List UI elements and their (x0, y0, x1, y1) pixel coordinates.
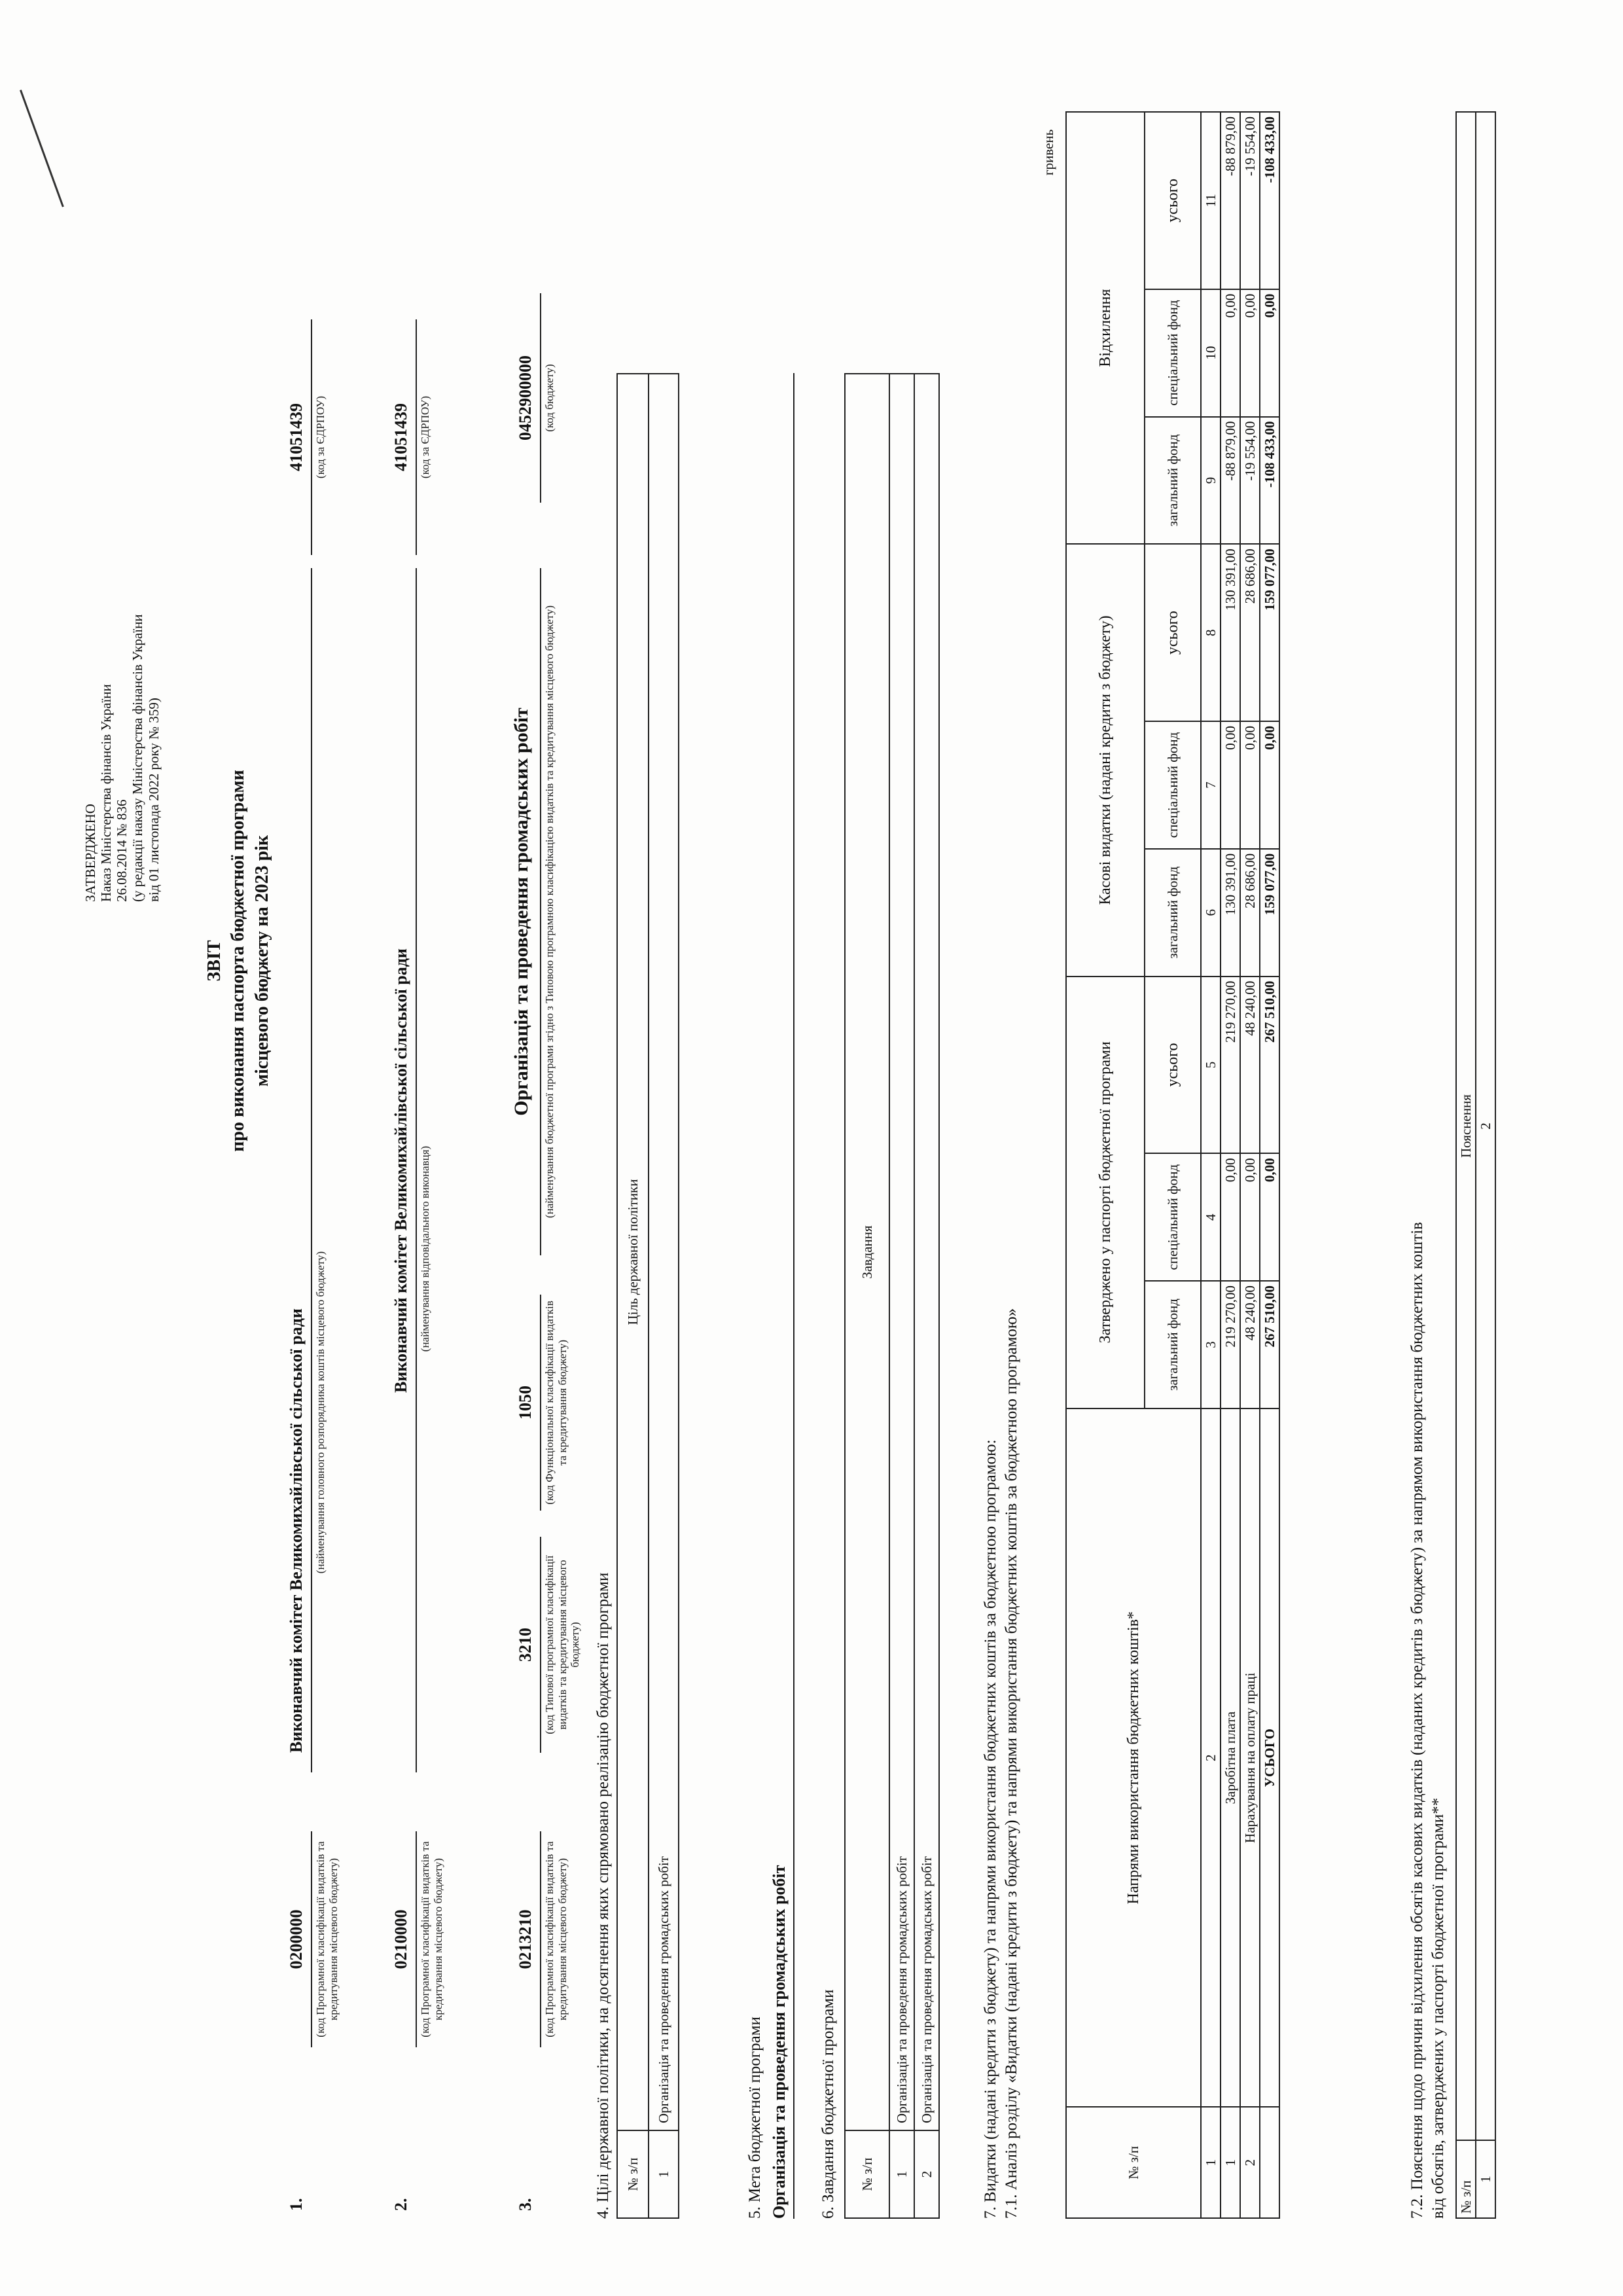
table-row (889, 374, 914, 2218)
colnum: 4 (1201, 1153, 1221, 1281)
cell-value: 130 391,00 (1221, 544, 1240, 721)
row1-name-caption: (найменування головного розпорядника коштів місцевого бюджету) (314, 1251, 327, 1574)
exp-header-deviation: Відхилення (1066, 112, 1145, 544)
cell-value: -19 554,00 (1240, 417, 1260, 545)
approval-line-3: 26.08.2014 № 836 (114, 799, 130, 902)
total-value: -108 433,00 (1260, 112, 1279, 289)
report-title (203, 607, 274, 1314)
total-value: 159 077,00 (1260, 544, 1279, 721)
row3-fkv: 1050 (516, 1386, 535, 1420)
goal-num: 1 (649, 2130, 679, 2218)
total-value: -108 433,00 (1260, 417, 1279, 545)
tasks-header-task: Завдання (845, 374, 889, 2130)
row2-edrpou-caption: (код за ЄДРПОУ) (419, 395, 431, 479)
colnum: 1 (1476, 2140, 1495, 2218)
colnum: 1 (1201, 2108, 1221, 2219)
cell-value: 0,00 (1221, 1153, 1240, 1281)
section71-heading: 7.1. Аналіз розділу «Видатки (надані кредити з бюджету) та напрями використання бюджетних коштів за бюджетною програмою» (1003, 1308, 1020, 2219)
cell-value: 219 270,00 (1221, 1281, 1240, 1408)
row3-code: 0213210 (516, 1909, 535, 1969)
task-num: 2 (914, 2130, 939, 2218)
approval-line-2: Наказ Міністерства фінансів України (98, 684, 115, 902)
exp-header-spec-approved: спеціальний фонд (1145, 1153, 1201, 1281)
column-number-row (1476, 112, 1495, 2218)
row2-code-caption: (код Програмної класифікації видатків та кредитування місцевого бюджету) (419, 1841, 444, 2037)
table-row (1240, 112, 1260, 2218)
section6-heading: 6. Завдання бюджетної програми (819, 1989, 837, 2219)
row3-tpkv: 3210 (516, 1628, 535, 1662)
row1-code: 0200000 (287, 1909, 306, 1969)
exp-header-cash: Касові видатки (надані кредити з бюджету) (1066, 544, 1145, 976)
explanations-table (1455, 111, 1496, 2219)
row1-edrpou-caption: (код за ЄДРПОУ) (314, 395, 327, 479)
cell-value: 0,00 (1221, 289, 1240, 417)
exp-header-approved: Затверджено у паспорті бюджетної програми (1066, 977, 1145, 1408)
cell-value: 0,00 (1240, 721, 1260, 849)
title-line-2: про виконання паспорта бюджетної програми (228, 770, 249, 1152)
colnum: 8 (1201, 544, 1221, 721)
row-num: 1 (1221, 2108, 1240, 2219)
goal-text: Організація та проведення громадських робіт (649, 374, 679, 2130)
colnum: 2 (1476, 112, 1495, 2140)
row1-number: 1. (287, 2198, 306, 2211)
section5-heading: 5. Мета бюджетної програми (746, 2017, 764, 2219)
exp-header-num: № з/п (1066, 2108, 1201, 2219)
approval-line-4: (у редакції наказу Міністерства фінансів України (130, 614, 146, 902)
currency-label: гривень (1041, 129, 1056, 175)
row3-name-caption: (найменування бюджетної програми згідно з Типовою програмною класифікацією видатків та кредитування місцевого бюджету) (543, 605, 556, 1219)
task-text: Організація та проведення громадських робіт (889, 374, 914, 2130)
tasks-table (844, 373, 940, 2219)
row-direction: Заробітна плата (1221, 1408, 1240, 2108)
colnum: 9 (1201, 417, 1221, 545)
exp-header-total-dev: усього (1145, 112, 1201, 289)
tasks-header-num: № з/п (845, 2130, 889, 2218)
cell-value: 48 240,00 (1240, 977, 1260, 1154)
total-value: 0,00 (1260, 1153, 1279, 1281)
row1-code-caption: (код Програмної класифікації видатків та кредитування місцевого бюджету) (314, 1841, 340, 2037)
program-goal: Організація та проведення громадських робіт (770, 1865, 789, 2219)
approval-block (82, 444, 162, 902)
table-row (914, 374, 939, 2218)
goals-header-goal: Ціль державної політики (617, 374, 649, 2130)
exp-header-gen-approved: загальний фонд (1145, 1281, 1201, 1408)
title-line-3: місцевого бюджету на 2023 рік (251, 834, 272, 1087)
expl-header-text: Пояснення (1456, 112, 1476, 2140)
row-num: 2 (1240, 2108, 1260, 2219)
total-value: 0,00 (1260, 721, 1279, 849)
colnum: 3 (1201, 1281, 1221, 1408)
exp-header-spec-cash: спеціальний фонд (1145, 721, 1201, 849)
cell-value: 0,00 (1240, 289, 1260, 417)
section7-heading: 7. Видатки (надані кредити з бюджету) та напрями використання бюджетних коштів за бюджетною програмою: (982, 1439, 999, 2219)
row2-code: 0210000 (391, 1909, 410, 1969)
expl-header-num: № з/п (1456, 2140, 1476, 2218)
row3-number: 3. (516, 2198, 535, 2211)
exp-header-spec-dev: спеціальний фонд (1145, 289, 1201, 417)
exp-header-gen-cash: загальний фонд (1145, 849, 1201, 977)
title-line-1: ЗВІТ (204, 940, 224, 982)
row2-name: Виконавчий комітет Великомихайлівської сільської ради (391, 948, 410, 1393)
table-row (649, 374, 679, 2218)
cell-value: 28 686,00 (1240, 544, 1260, 721)
colnum: 10 (1201, 289, 1221, 417)
row3-budget-caption: (код бюджету) (543, 364, 556, 432)
exp-header-direction: Напрями використання бюджетних коштів* (1066, 1408, 1201, 2108)
task-text: Організація та проведення громадських робіт (914, 374, 939, 2130)
row-direction: Нарахування на оплату праці (1240, 1408, 1260, 2108)
approval-line-1: ЗАТВЕРДЖЕНО (82, 804, 98, 902)
approval-line-5: від 01 листопада 2022 року № 359) (145, 698, 162, 902)
row3-budget-code: 0452900000 (516, 355, 535, 440)
row2-edrpou: 41051439 (391, 403, 410, 471)
total-value: 0,00 (1260, 289, 1279, 417)
cell-value: 0,00 (1240, 1153, 1260, 1281)
row3-tpkv-caption: (код Типової програмної класифікації видатків та кредитування місцевого бюджету) (543, 1555, 582, 1734)
colnum: 11 (1201, 112, 1221, 289)
row3-fkv-caption: (код Функціональної класифікації видатків та кредитування бюджету) (543, 1300, 569, 1505)
total-num (1260, 2108, 1279, 2219)
colnum: 7 (1201, 721, 1221, 849)
table-row (1221, 112, 1240, 2218)
column-number-row (1201, 112, 1221, 2218)
colnum: 6 (1201, 849, 1221, 977)
cell-value: -19 554,00 (1240, 112, 1260, 289)
row1-edrpou: 41051439 (287, 403, 306, 471)
exp-header-total-approved: усього (1145, 977, 1201, 1154)
section72-heading-line1: 7.2. Пояснення щодо причин відхилення обсягів касових видатків (наданих кредитів з бюджету) за напрямом використання бюджетних коштів (1408, 1222, 1426, 2219)
goals-header-num: № з/п (617, 2130, 649, 2218)
colnum: 5 (1201, 977, 1221, 1154)
cell-value: 219 270,00 (1221, 977, 1240, 1154)
row2-number: 2. (391, 2198, 410, 2211)
row3-program-name: Організація та проведення громадських робіт (510, 708, 532, 1116)
row2-name-caption: (найменування відповідального виконавця) (419, 1145, 431, 1352)
cell-value: 0,00 (1221, 721, 1240, 849)
colnum: 2 (1201, 1408, 1221, 2108)
cell-value: 130 391,00 (1221, 849, 1240, 977)
exp-header-gen-dev: загальний фонд (1145, 417, 1201, 545)
total-label: УСЬОГО (1260, 1408, 1279, 2108)
total-value: 159 077,00 (1260, 849, 1279, 977)
total-value: 267 510,00 (1260, 977, 1279, 1154)
cell-value: 48 240,00 (1240, 1281, 1260, 1408)
row1-name: Виконавчий комітет Великомихайлівської сільської ради (287, 1308, 306, 1753)
goals-table (616, 373, 679, 2219)
row3-code-caption: (код Програмної класифікації видатків та кредитування місцевого бюджету) (543, 1841, 569, 2037)
expenses-table (1065, 111, 1280, 2219)
cell-value: 28 686,00 (1240, 849, 1260, 977)
section4-heading: 4. Цілі державної політики, на досягнення яких спрямовано реалізацію бюджетної програми (594, 1572, 612, 2219)
task-num: 1 (889, 2130, 914, 2218)
exp-header-total-cash: усього (1145, 544, 1201, 721)
section72-heading-line2: від обсягів, затверджених у паспорті бюджетної програми** (1429, 1797, 1447, 2219)
cell-value: -88 879,00 (1221, 112, 1240, 289)
cell-value: -88 879,00 (1221, 417, 1240, 545)
total-row (1260, 112, 1279, 2218)
total-value: 267 510,00 (1260, 1281, 1279, 1408)
pen-mark (20, 90, 64, 207)
